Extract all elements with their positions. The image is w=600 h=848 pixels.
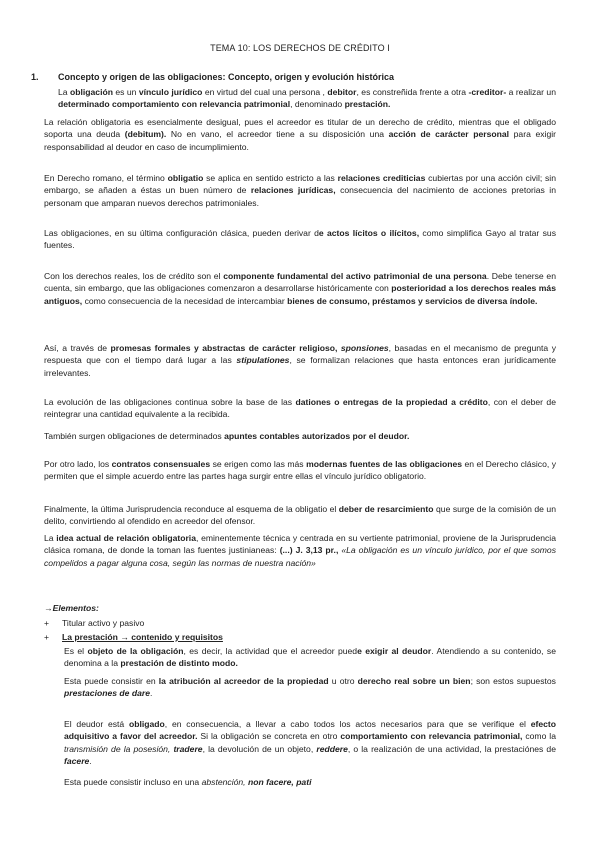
paragraph-relacion-obligatoria: La relación obligatoria es esencialmente desigual, pues el acreedor es titular de un derecho de crédito, mientras que el obligado soporta una deuda (debitum). No en vano, el acreedor tiene a su disposición una acción de carácter personal para exigir responsabilidad al deudor en caso de incumplimiento. [44,117,557,152]
paragraph-idea-actual: La idea actual de relación obligatoria, eminentemente técnica y centrada en su vertiente patrimonial, proviene de la Jurisprudencia clásica romana, de donde la toman las fuentes justinianeas: (...) J. 3,13 pr., «La obligación es un vínculo jurídico, por el que somos compelidos a pagar alguna cosa, según las normas de nuestra nación» [44,533,557,568]
list-item [44,617,144,629]
list-item-label: La prestación → contenido y requisitos [62,632,223,642]
subparagraph-obligado: El deudor está obligado, en consecuencia, a llevar a cabo todos los actos necesarios para que se verifique el efecto adquisitivo a favor del acreedor. Si la obligación se concreta en otro comportamiento con relevancia patrimonial, como la transmisión de la posesión, tradere, la devolución de un objeto, reddere, o la realización de una actividad, la prestaciónes de facere. [64,719,556,767]
subparagraph-abstencion: Esta puede consistir incluso en una abstención, non facere, pati [64,777,312,787]
paragraph-derechos-reales: Con los derechos reales, los de crédito son el componente fundamental del activo patrimonial de una persona. Debe tenerse en cuenta, sin embargo, que las obligaciones comenzaron a desarrollarse históricamente con posterioridad a los derechos reales más antiguos, como consecuencia de la necesidad de intercambiar bienes de consumo, préstamos y servicios de diversa índole. [44,271,556,306]
list-item [44,631,223,643]
subparagraph-dare: Esta puede consistir en la atribución al acreedor de la propiedad u otro derecho real sobre un bien; son estos supuestos prestaciones de dare. [64,676,556,699]
bullet-marker: + [44,632,50,642]
subparagraph-objeto: Es el objeto de la obligación, es decir, la actividad que el acreedor puede exigir al deudor. Atendiendo a su contenido, se denomina a la prestación de distinto modo. [64,646,556,669]
page-title: TEMA 10: LOS DERECHOS DE CRÉDITO I [210,43,390,53]
list-item-label: Titular activo y pasivo [62,618,145,628]
elements-heading: →Elementos: [44,603,99,613]
section-heading: Concepto y origen de las obligaciones: Concepto, origen y evolución histórica [58,72,395,82]
section-number: 1. [31,72,39,82]
paragraph-contratos-consensuales: Por otro lado, los contratos consensuales se erigen como las más modernas fuentes de las obligaciones en el Derecho clásico, y permiten que el simple acuerdo entre las partes haga surgir entre ellas el vínculo jurídico obligatorio. [44,459,557,482]
paragraph-apuntes-contables: También surgen obligaciones de determinados apuntes contables autorizados por el deudor. [44,431,410,441]
paragraph-deber-resarcimiento: Finalmente, la última Jurisprudencia reconduce al esquema de la obligatio el deber de resarcimiento que surge de la comisión de un delito, convirtiendo al ofendido en acreedor del ofensor. [44,504,556,527]
paragraph-derecho-romano: En Derecho romano, el término obligatio se aplica en sentido estricto a las relaciones crediticias cubiertas por una acción civil; sin embargo, se añaden a éstas un buen número de relaciones jurídicas, consecuencia del nacimiento de acciones pretorias in personam que amparan nuevos derechos patrimoniales. [44,173,556,208]
paragraph-configuracion-clasica: Las obligaciones, en su última configuración clásica, pueden derivar de actos lícitos o ilícitos, como simplifica Gayo al tratar sus fuentes. [44,228,556,251]
paragraph-obligacion-definicion: La obligación es un vínculo jurídico en virtud del cual una persona , debitor, es constreñida frente a otra -creditor- a realizar un determinado comportamiento con relevancia patrimonial, denominado prestación. [58,87,556,110]
paragraph-evolucion-obligaciones: La evolución de las obligaciones continua sobre la base de las dationes o entregas de la propiedad a crédito, con el deber de reintegrar una cantidad equivalente a la recibida. [44,397,556,420]
paragraph-promesas-formales: Así, a través de promesas formales y abstractas de carácter religioso, sponsiones, basadas en el mecanismo de pregunta y respuesta que con el tiempo dará lugar a las stipulationes, se formalizan relaciones que hasta entonces eran jurídicamente irrelevantes. [44,343,557,378]
bullet-marker: + [44,618,50,628]
